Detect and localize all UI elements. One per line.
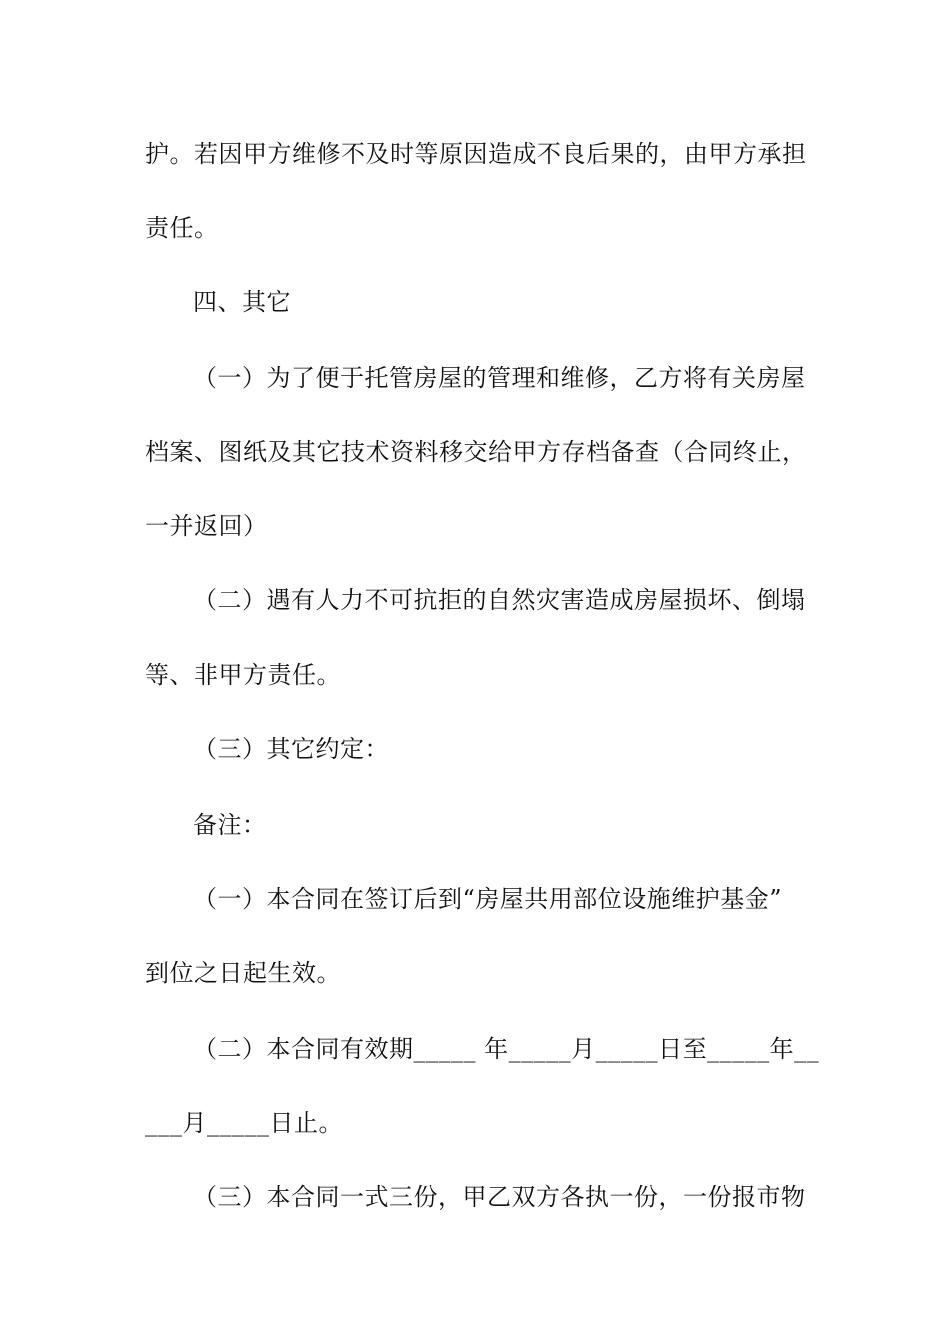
paragraph-line: （三）其它约定： [193, 735, 389, 763]
paragraph-line: 一并返回） [145, 512, 268, 540]
paragraph-line: 责任。 [145, 214, 219, 242]
paragraph-line: 等、非甲方责任。 [145, 661, 341, 689]
paragraph-line: （一）为了便于托管房屋的管理和维修，乙方将有关房屋 [193, 364, 806, 392]
section-heading: 四、其它 [193, 288, 291, 316]
paragraph-line: （二）本合同有效期_____ 年_____月_____日至_____年__ [193, 1035, 820, 1063]
paragraph-line: （三）本合同一式三份，甲乙双方各执一份，一份报市物 [193, 1183, 806, 1211]
paragraph-line: 档案、图纸及其它技术资料移交给甲方存档备查（合同终止， [145, 438, 807, 466]
paragraph-line: 到位之日起生效。 [145, 959, 341, 987]
notes-heading: 备注： [193, 811, 267, 839]
paragraph-line: （二）遇有人力不可抗拒的自然灾害造成房屋损坏、倒塌 [193, 586, 806, 614]
paragraph-line: ___月_____日止。 [145, 1109, 343, 1137]
paragraph-line: （一）本合同在签订后到“房屋共用部位设施维护基金” [193, 885, 783, 913]
paragraph-line: 护。若因甲方维修不及时等原因造成不良后果的，由甲方承担 [145, 140, 807, 168]
